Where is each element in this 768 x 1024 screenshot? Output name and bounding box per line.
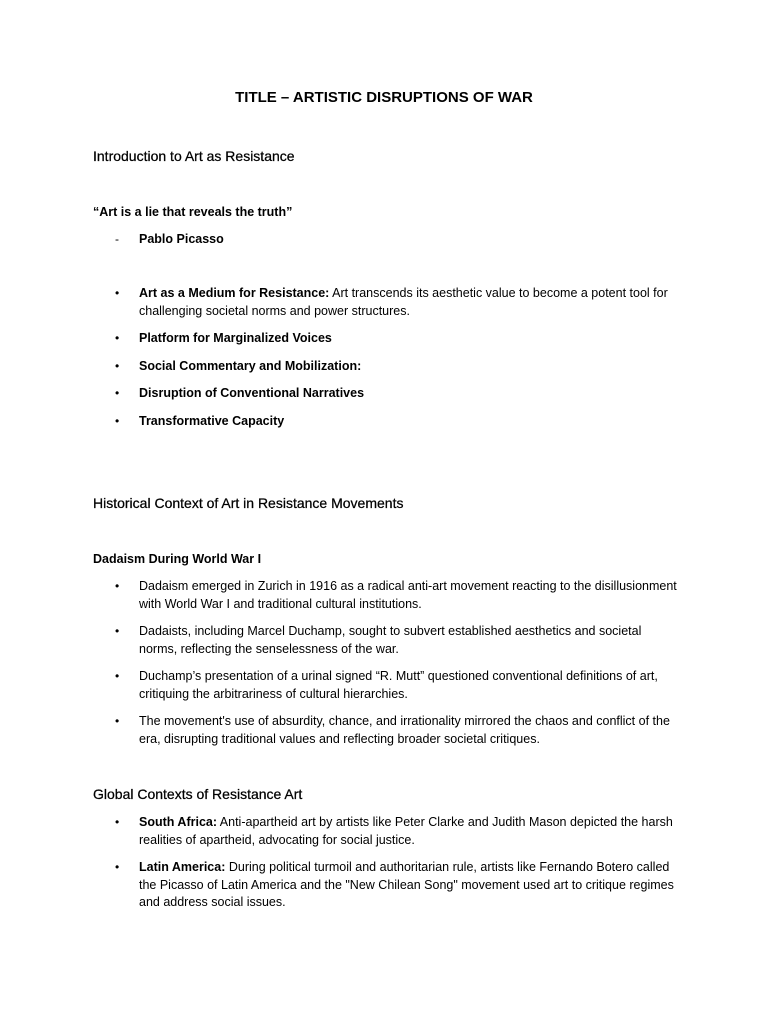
point-label: Latin America: bbox=[139, 860, 226, 874]
list-item bbox=[93, 578, 683, 613]
list-item bbox=[93, 385, 683, 403]
list-item bbox=[93, 285, 683, 320]
list-item bbox=[93, 668, 683, 703]
point-label: Platform for Marginalized Voices bbox=[139, 331, 332, 345]
intro-point-list bbox=[93, 285, 683, 430]
point-label: Disruption of Conventional Narratives bbox=[139, 386, 365, 400]
quote-attribution bbox=[93, 231, 683, 249]
bullet-marker: • bbox=[115, 860, 120, 874]
bullet-marker: • bbox=[115, 413, 120, 428]
bullet-marker: • bbox=[115, 714, 120, 728]
point-label: Transformative Capacity bbox=[139, 413, 285, 428]
bullet-marker: • bbox=[115, 624, 120, 638]
dash-marker: - bbox=[115, 232, 119, 246]
list-item bbox=[93, 358, 683, 376]
list-item bbox=[93, 413, 683, 431]
quote: “Art is a lie that reveals the truth” bbox=[93, 205, 293, 219]
point-text: Anti-apartheid art by artists like Peter Clarke and Judith Mason depicted the harsh realities of apartheid, advocating for social justice. bbox=[139, 815, 673, 847]
dadaism-point-list bbox=[93, 578, 683, 748]
list-item bbox=[93, 713, 683, 748]
point-text: The movement's use of absurdity, chance, and irrationality mirrored the chaos and conflict of the era, disrupting traditional values and reflecting broader societal critiques. bbox=[139, 714, 670, 746]
subsection-heading-dadaism: Dadaism During World War I bbox=[93, 552, 262, 566]
point-label: Social Commentary and Mobilization: bbox=[139, 358, 362, 373]
global-point-list bbox=[93, 814, 683, 912]
point-label: South Africa: bbox=[139, 815, 218, 829]
bullet-marker: • bbox=[115, 579, 120, 593]
point-text: During political turmoil and authoritarian rule, artists like Fernando Botero called the Picasso of Latin America and the "New Chilean Song" movement used art to critique regimes and address social issues. bbox=[139, 860, 674, 909]
list-item bbox=[93, 623, 683, 658]
attribution-text: Pablo Picasso bbox=[139, 232, 224, 246]
bullet-marker: • bbox=[115, 331, 120, 345]
point-label: Art as a Medium for Resistance: bbox=[139, 286, 330, 300]
section-heading-historical: Historical Context of Art in Resistance Movements bbox=[93, 495, 404, 511]
bullet-marker: • bbox=[115, 358, 120, 373]
list-item bbox=[93, 330, 683, 348]
list-item bbox=[93, 859, 683, 912]
list-item bbox=[93, 814, 683, 849]
section-heading-introduction: Introduction to Art as Resistance bbox=[93, 148, 295, 164]
point-text: Art transcends its aesthetic value to become a potent tool for challenging societal norms and power structures. bbox=[139, 286, 668, 318]
document-title: TITLE – ARTISTIC DISRUPTIONS OF WAR bbox=[235, 89, 533, 106]
point-text: Dadaists, including Marcel Duchamp, sought to subvert established aesthetics and societal norms, reflecting the senselessness of the war. bbox=[139, 624, 642, 656]
bullet-marker: • bbox=[115, 386, 120, 400]
bullet-marker: • bbox=[115, 815, 120, 829]
point-text: Dadaism emerged in Zurich in 1916 as a radical anti-art movement reacting to the disillusionment with World War I and traditional cultural institutions. bbox=[139, 579, 677, 611]
bullet-marker: • bbox=[115, 669, 120, 683]
section-heading-global: Global Contexts of Resistance Art bbox=[93, 786, 303, 802]
attribution-item bbox=[93, 231, 683, 249]
point-text: Duchamp’s presentation of a urinal signed “R. Mutt” questioned conventional definitions of art, critiquing the arbitrariness of cultural hierarchies. bbox=[139, 669, 658, 701]
bullet-marker: • bbox=[115, 286, 120, 300]
